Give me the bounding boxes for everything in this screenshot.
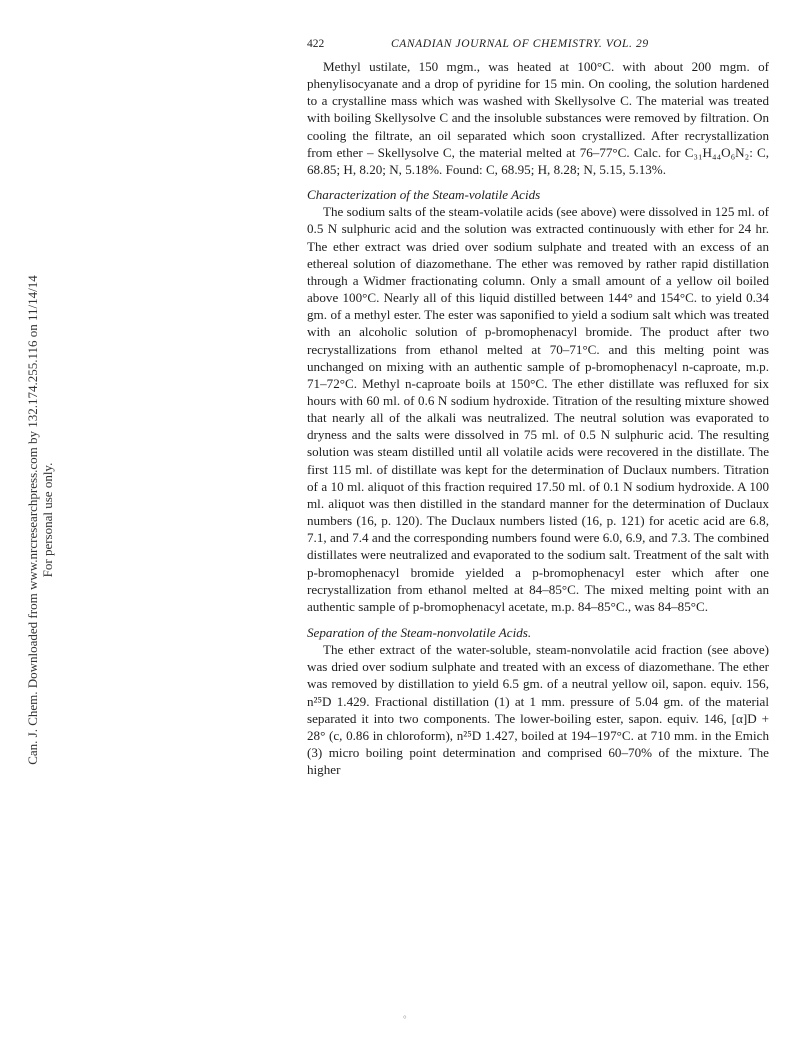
journal-page: [307, 38, 769, 778]
journal-title: CANADIAN JOURNAL OF CHEMISTRY. VOL. 29: [391, 38, 649, 50]
paragraph-steam-nonvolatile-acids: The ether extract of the water-soluble, steam-nonvolatile acid fraction (see above) was dried over sodium sulphate and treated with an excess of diazomethane. The ether was removed by distillation to yield 6.5 gm. of a neutral yellow oil, sapon. equiv. 156, n²⁵D 1.429. Fractional distillation (1) at 1 mm. pressure of 5.04 gm. of the material separated it into two components. The lower-boiling ester, sapon. equiv. 146, [α]D + 28° (c, 0.86 in chloroform), n²⁵D 1.427, boiled at 194–197°C. at 710 mm. in the Emich (3) micro boiling point determination and comprised 60–70% of the mixture. The higher: [307, 642, 769, 778]
watermark-line-2: For personal use only.: [40, 462, 55, 578]
watermark-line-1: Can. J. Chem. Downloaded from www.nrcresearchpress.com by 132.174.255.116 on 11/14/14: [25, 275, 40, 765]
running-head: [307, 38, 769, 56]
section-heading-steam-nonvolatile: Separation of the Steam-nonvolatile Acids.: [307, 625, 532, 640]
page-number: 422: [307, 38, 325, 50]
scan-mark: °: [403, 1014, 407, 1024]
section-heading-steam-volatile: Characterization of the Steam-volatile Acids: [307, 187, 541, 203]
paragraph-steam-volatile-acids: The sodium salts of the steam-volatile acids (see above) were dissolved in 125 ml. of 0.5 N sulphuric acid and the solution was extracted continuously with ether for 24 hr. The ether extract was dried over sodium sulphate and treated with an excess of an ethereal solution of diazomethane. The ether was removed by rather rapid distillation through a Widmer fractionating column. Only a small amount of a yellow oil boiled above 100°C. Nearly all of this liquid distilled between 144° and 154°C. to yield 0.34 gm. of a methyl ester. The ester was saponified to yield a sodium salt which was treated with an alcoholic solution of p-bromophenacyl bromide. The product after two recrystallizations from ethanol melted at 70–71°C. and this melting point was unchanged on mixing with an authentic sample of p-bromophenacyl n-caproate, m.p. 71–72°C. Methyl n-caproate boils at 150°C. The ether distillate was refluxed for six hours with 60 ml. of 0.6 N sodium hydroxide. Titration of the resulting mixture showed that nearly all of the alkali was neutralized. The neutral solution was evaporated to dryness and the salts were dissolved in 75 ml. of 0.5 N sulphuric acid. The resulting solution was steam distilled until all volatile acids were recovered in the distillate. The first 115 ml. of distillate was kept for the determination of Duclaux numbers. Titration of a 10 ml. aliquot of this fraction required 17.50 ml. of 0.1 N sodium hydroxide. A 100 ml. aliquot was then distilled in the standard manner for the determination of Duclaux numbers (16, p. 120). The Duclaux numbers listed (16, p. 121) for acetic acid are 6.8, 7.1, and 7.4 and the corresponding numbers found were 6.0, 6.9, and 7.3. The combined distillates were neutralized and evaporated to the sodium salt. Treatment of the salt with p-bromophenacyl bromide yielded a p-bromophenacyl ester which after one recrystallization from ethanol melted at 84–85°C. The mixed melting point with an authentic sample of p-bromophenacyl acetate, m.p. 84–85°C., was 84–85°C.: [307, 204, 769, 614]
paragraph-methyl-ustilate: Methyl ustilate, 150 mgm., was heated at 100°C. with about 200 mgm. of phenylisocyanate and a drop of pyridine for 15 min. On cooling, the solution hardened to a crystalline mass which was washed with Skellysolve C. The material was treated with boiling Skellysolve C and the insoluble substances were removed by filtration. On cooling the filtrate, an oil separated which soon crystallized. After recrystallization from ether – Skellysolve C, the material melted at 76–77°C. Calc. for C₃₁H₄₄O₆N₂: C, 68.85; H, 8.20; N, 5.18%. Found: C, 68.95; H, 8.28; N, 5.15, 5.13%.: [307, 59, 769, 177]
download-watermark: [25, 170, 55, 870]
